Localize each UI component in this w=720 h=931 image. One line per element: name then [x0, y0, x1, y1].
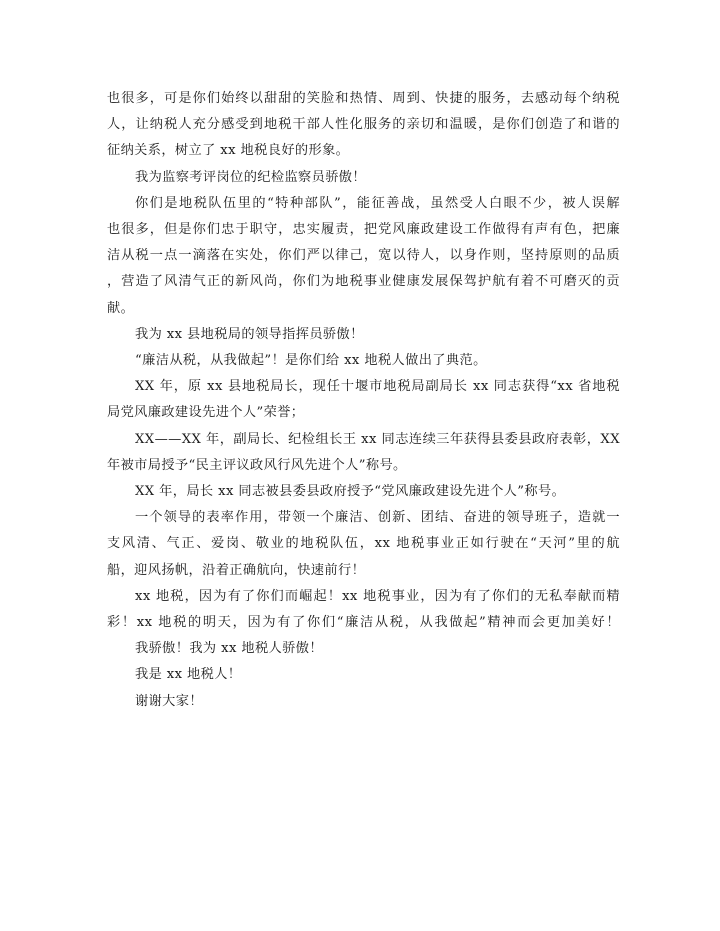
text-line: 我骄傲！我为 xx 地税人骄傲！	[135, 641, 323, 657]
text-line: 也很多，但是你们忠于职守，忠实履责，把党风廉政建设工作做得有声有色，把廉	[107, 222, 620, 238]
text-line: 局党风廉政建设先进个人”荣誉；	[107, 405, 305, 421]
text-line: XX——XX 年，副局长、纪检组长王 xx 同志连续三年获得县委县政府表彰，XX	[135, 431, 620, 447]
text-line: xx 地税，因为有了你们而崛起！xx 地税事业，因为有了你们的无私奉献而精	[135, 588, 620, 604]
text-line: 谢谢大家！	[135, 693, 203, 709]
text-line: 我是 xx 地税人！	[135, 667, 242, 683]
text-line: 一个领导的表率作用，带领一个廉洁、创新、团结、奋进的领导班子，造就一	[135, 510, 620, 526]
text-line: 船，迎风扬帆，沿着正确航向，快速前行！	[107, 562, 366, 578]
text-line: 也很多，可是你们始终以甜甜的笑脸和热情、周到、快捷的服务，去感动每个纳税	[107, 91, 620, 106]
text-line: 彩！xx 地税的明天，因为有了你们“廉洁从税，从我做起”精神而会更加美好！	[107, 615, 620, 631]
text-line: XX 年，局长 xx 同志被县委县政府授予“党风廉政建设先进个人”称号。	[135, 484, 566, 500]
text-line: 人，让纳税人充分感受到地税干部人性化服务的亲切和温暖，是你们创造了和谐的	[107, 117, 620, 133]
text-line: 我为 xx 县地税局的领导指挥员骄傲！	[135, 326, 364, 342]
text-line: 征纳关系，树立了 xx 地税良好的形象。	[107, 143, 350, 159]
text-line: 支风清、气正、爱岗、敬业的地税队伍，xx 地税事业正如行驶在“天河”里的航	[107, 536, 620, 552]
text-line: XX 年，原 xx 县地税局长，现任十堰市地税局副局长 xx 同志获得“xx 省地税	[135, 379, 620, 395]
text-line: 我为监察考评岗位的纪检监察员骄傲！	[135, 169, 366, 185]
text-line: 你们是地税队伍里的“特种部队”，能征善战，虽然受人白眼不少，被人误解	[135, 195, 620, 211]
document-page	[107, 86, 620, 715]
text-line: 年被市局授予“民主评议政风行风先进个人”称号。	[107, 457, 407, 473]
text-line: ，营造了风清气正的新风尚，你们为地税事业健康发展保驾护航有着不可磨灭的贡	[107, 274, 620, 290]
text-line: 献。	[107, 300, 135, 316]
text-line: 洁从税一点一滴落在实处，你们严以律己，宽以待人，以身作则，坚持原则的品质	[107, 248, 620, 264]
text-line: “廉洁从税，从我做起”！是你们给 xx 地税人做出了典范。	[135, 353, 487, 369]
